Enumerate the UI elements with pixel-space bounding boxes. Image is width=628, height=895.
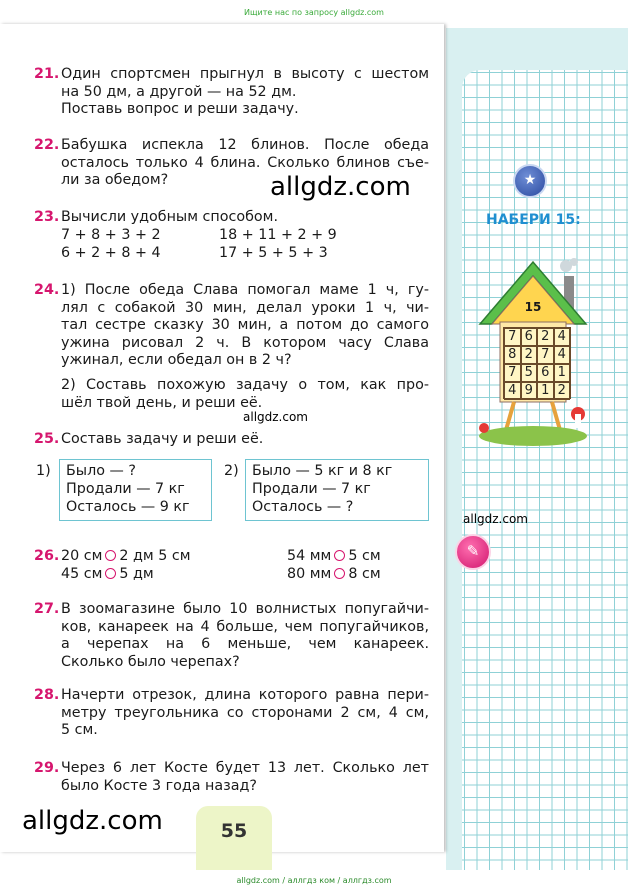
think-badge-icon: ✎ bbox=[455, 534, 491, 570]
task-28 bbox=[34, 687, 429, 740]
square-cell: 2 bbox=[521, 346, 538, 364]
task-number: 28. bbox=[34, 687, 60, 703]
compare-circle-icon bbox=[334, 568, 345, 579]
task-text-line: тал сестре сказку 30 мин, а потом до самого bbox=[61, 317, 429, 334]
square-cell: 2 bbox=[537, 328, 554, 346]
leg bbox=[506, 402, 514, 430]
mushroom-stem bbox=[575, 414, 581, 428]
task-title: Вычисли удобным способом. bbox=[61, 209, 279, 225]
task-number: 25. bbox=[34, 431, 60, 447]
condition-line: Было — ? bbox=[66, 463, 136, 479]
square-cell: 9 bbox=[521, 382, 538, 400]
bottom-banner[interactable]: allgdz.com / аллгдз ком / аллгдз.com bbox=[236, 876, 392, 885]
task-text-line: ужина рисовал 2 ч. В котором часу Слава bbox=[61, 334, 429, 351]
condition-line: Осталось — ? bbox=[252, 498, 354, 515]
task-text-line: Начерти отрезок, длина которого равна пери- bbox=[61, 687, 429, 703]
task-text-line: В зоомагазине было 10 волнистых попугайчи- bbox=[61, 601, 429, 617]
expression: 18 + 11 + 2 + 9 bbox=[219, 227, 337, 243]
strawberry bbox=[479, 423, 489, 433]
watermark-small: allgdz.com bbox=[243, 410, 308, 424]
box-label: 1) bbox=[36, 463, 51, 479]
task-text-line: лял с собакой 30 мин, делал уроки 1 ч, чи- bbox=[61, 299, 429, 316]
task-text-line: Один спортсмен прыгнул в высоту с шестом bbox=[61, 66, 429, 82]
task-text-line: метру треугольника со сторонами 2 см, 4 см, bbox=[61, 704, 429, 721]
magic-square bbox=[503, 327, 571, 399]
box-label: 2) bbox=[224, 463, 239, 479]
task-text-line: шёл твой день, и реши её. bbox=[61, 394, 263, 411]
task-text-line: осталось только 4 блина. Сколько блинов съе- bbox=[61, 154, 429, 171]
compare-right: 2 дм 5 см bbox=[119, 548, 191, 564]
compare-left: 80 мм bbox=[287, 566, 332, 582]
square-cell: 1 bbox=[537, 382, 554, 400]
compare-left: 54 мм bbox=[287, 548, 332, 564]
grass bbox=[479, 426, 587, 446]
condition-line: Осталось — 9 кг bbox=[66, 498, 190, 515]
task-27 bbox=[34, 601, 429, 671]
square-cell: 8 bbox=[504, 346, 521, 364]
sidebar-title: НАБЕРИ 15: bbox=[486, 212, 581, 228]
compare-row bbox=[61, 566, 154, 584]
compare-right: 5 см bbox=[348, 548, 381, 564]
grid-paper bbox=[462, 70, 628, 870]
square-cell: 7 bbox=[537, 346, 554, 364]
attic-number: 15 bbox=[524, 300, 542, 314]
watermark: allgdz.com bbox=[270, 172, 411, 202]
square-cell: 1 bbox=[554, 364, 571, 382]
compare-left: 20 см bbox=[61, 548, 103, 564]
star-badge-icon: ★ bbox=[513, 164, 547, 198]
task-text-line: ли за обедом? bbox=[61, 172, 169, 189]
compare-row bbox=[287, 548, 381, 566]
square-cell: 4 bbox=[554, 328, 571, 346]
task-21 bbox=[34, 66, 429, 119]
square-cell: 5 bbox=[521, 364, 538, 382]
compare-circle-icon bbox=[105, 550, 116, 561]
compare-circle-icon bbox=[105, 568, 116, 579]
task-text-line: Через 6 лет Косте будет 13 лет. Сколько лет bbox=[61, 760, 429, 776]
task-text-line: было Косте 3 года назад? bbox=[61, 777, 257, 794]
expression: 17 + 5 + 5 + 3 bbox=[219, 245, 328, 261]
task-text-line: ужинал, если обедал он в 2 ч? bbox=[61, 352, 292, 369]
task-text-line: Бабушка испекла 12 блинов. После обеда bbox=[61, 137, 429, 153]
task-text-line: 5 см. bbox=[61, 722, 98, 739]
task-number: 22. bbox=[34, 137, 60, 153]
task-text-line: 1) После обеда Слава помогал маме 1 ч, гу- bbox=[61, 282, 429, 298]
condition-line: Продали — 7 кг bbox=[66, 480, 185, 497]
task-number: 21. bbox=[34, 66, 60, 82]
page-number: 55 bbox=[220, 820, 248, 842]
condition-line: Было — 5 кг и 8 кг bbox=[252, 463, 393, 479]
task-text-line: Сколько было черепах? bbox=[61, 653, 240, 670]
compare-circle-icon bbox=[334, 550, 345, 561]
task-24 bbox=[34, 282, 429, 412]
task-title: Составь задачу и реши её. bbox=[61, 431, 264, 447]
task-number: 26. bbox=[34, 548, 60, 564]
compare-right: 5 дм bbox=[119, 566, 154, 582]
square-cell: 4 bbox=[554, 346, 571, 364]
square-cell: 7 bbox=[504, 328, 521, 346]
task-text-line: Поставь вопрос и реши задачу. bbox=[61, 101, 299, 118]
compare-right: 8 см bbox=[348, 566, 381, 582]
expression: 6 + 2 + 8 + 4 bbox=[61, 245, 161, 261]
task-29 bbox=[34, 760, 429, 795]
task-23 bbox=[34, 209, 429, 227]
square-cell: 6 bbox=[521, 328, 538, 346]
condition-box-1 bbox=[59, 459, 212, 521]
expression: 7 + 8 + 3 + 2 bbox=[61, 227, 161, 243]
compare-left: 45 см bbox=[61, 566, 103, 582]
task-number: 29. bbox=[34, 760, 60, 776]
compare-row bbox=[287, 566, 381, 584]
leg bbox=[552, 402, 560, 430]
task-text-line: ков, канареек на 4 больше, чем попугайчиков, bbox=[61, 618, 429, 635]
watermark: allgdz.com bbox=[22, 806, 163, 836]
condition-line: Продали — 7 кг bbox=[252, 480, 371, 497]
watermark-small: allgdz.com bbox=[463, 512, 528, 526]
task-25 bbox=[34, 431, 429, 449]
square-cell: 7 bbox=[504, 364, 521, 382]
task-text-line: на 50 дм, а другой — на 52 дм. bbox=[61, 83, 297, 100]
top-banner[interactable]: Ищите нас по запросу allgdz.com bbox=[244, 8, 384, 17]
square-cell: 4 bbox=[504, 382, 521, 400]
square-cell: 6 bbox=[537, 364, 554, 382]
task-number: 24. bbox=[34, 282, 60, 298]
square-cell: 2 bbox=[554, 382, 571, 400]
compare-row bbox=[61, 548, 191, 566]
task-number: 27. bbox=[34, 601, 60, 617]
condition-box-2 bbox=[245, 459, 429, 521]
task-text-line: а черепах на 6 меньше, чем канареек. bbox=[61, 636, 429, 653]
task-text-line: 2) Составь похожую задачу о том, как про- bbox=[61, 376, 429, 393]
smoke bbox=[570, 258, 578, 266]
task-number: 23. bbox=[34, 209, 60, 225]
